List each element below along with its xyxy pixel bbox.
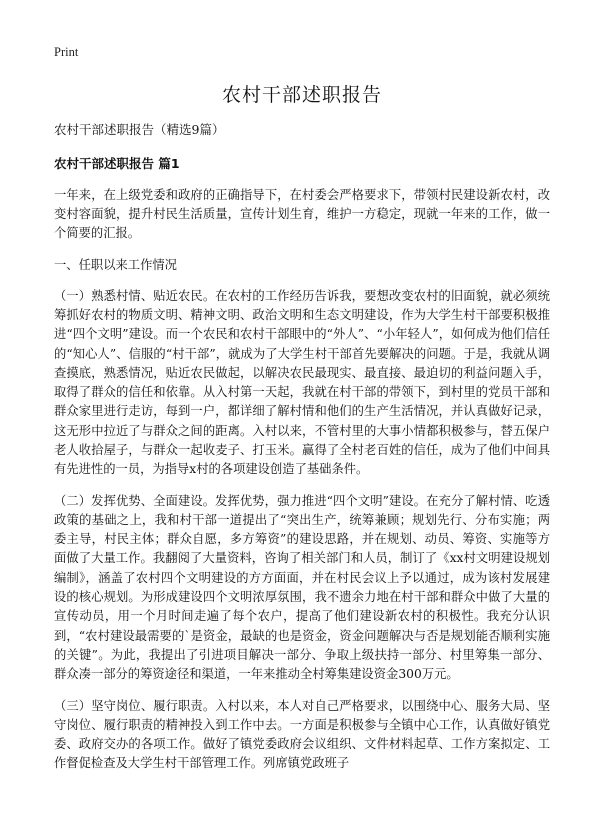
document-subtitle: 农村干部述职报告（精选9篇） [54,121,225,137]
body-paragraph-3: （三）坚守岗位、履行职责。入村以来，本人对自己严格要求，以围绕中心、服务大局、坚守岗位、履行职责的精神投入到工作中去。一方面是积极参与全镇中心工作，认真做好镇党委、政府交办的各项工作。做好了镇党委政府会议组织、文件材料起草、工作方案拟定、工作督促检查及大学生村干部管理工作。列席镇党政班子 [54,698,550,771]
outline-heading: 一、任职以来工作情况 [54,257,177,272]
print-link[interactable]: Print [54,45,79,59]
intro-paragraph: 一年来，在上级党委和政府的正确指导下，在村委会严格要求下，带领村民建设新农村，改变村容面貌，提升村民生活质量，宣传计划生育，维护一方稳定，现就一年来的工作，做一个简要的汇报。 [54,187,550,241]
body-paragraph-2: （二）发挥优势、全面建设。发挥优势，强力推进“四个文明”建设。在充分了解村情、吃透政策的基础之上，我和村干部一道提出了“突出生产，统筹兼顾；规划先行、分布实施；两委主导，村民主体；群众自愿，多方筹资”的建设思路，并在规划、动员、筹资、实施等方面做了大量工作。我翻阅了大量资料，咨询了相关部门和人员，制订了《xx村文明建设规划编制》，涵盖了农村四个文明建设的方方面面，并在村民会议上予以通过，成为该村发展建设的核心规划。为形成建设四个文明浓厚氛围，我不遗余力地在村干部和群众中做了大量的宣传动员，用一个月时间走遍了每个农户，提高了他们建设新农村的积极性。我充分认识到，“农村建设最需要的`是资金，最缺的也是资金，资金问题解决与否是规划能否顺利实施的关键”。为此，我提出了引进项目解决一部分、争取上级扶持一部分、村里筹集一部分、群众凑一部分的筹资途径和渠道，一年来推动全村筹集建设资金300万元。 [54,493,550,682]
section-heading: 农村干部述职报告 篇1 [54,155,180,171]
document-title: 农村干部述职报告 [221,84,382,106]
body-paragraph-1: （一）熟悉村情、贴近农民。在农村的工作经历告诉我，要想改变农村的旧面貌，就必须统筹抓好农村的物质文明、精神文明、政治文明和生态文明建设，作为大学生村干部要积极推进“四个文明”建设。而一个农民和农村干部眼中的“外人”、“小年轻人”，如何成为他们信任的“知心人”、信服的“村干部”，就成为了大学生村干部首先要解决的问题。于是，我就从调查摸底，熟悉情况，贴近农民做起，以解决农民最现实、最直接、最迫切的利益问题入手，取得了群众的信任和依靠。从入村第一天起，我就在村干部的带领下，到村里的党员干部和群众家里进行走访，每到一户，都详细了解村情和他们的生产生活情况，并认真做好记录，这无形中拉近了与群众之间的距离。入村以来，不管村里的大事小情都积极参与，替五保户老人收拾屋子，与群众一起收麦子、打玉米。赢得了全村老百姓的信任，成为了他们中间具有先进性的一员，为指导x村的各项建设创造了基础条件。 [54,288,550,477]
